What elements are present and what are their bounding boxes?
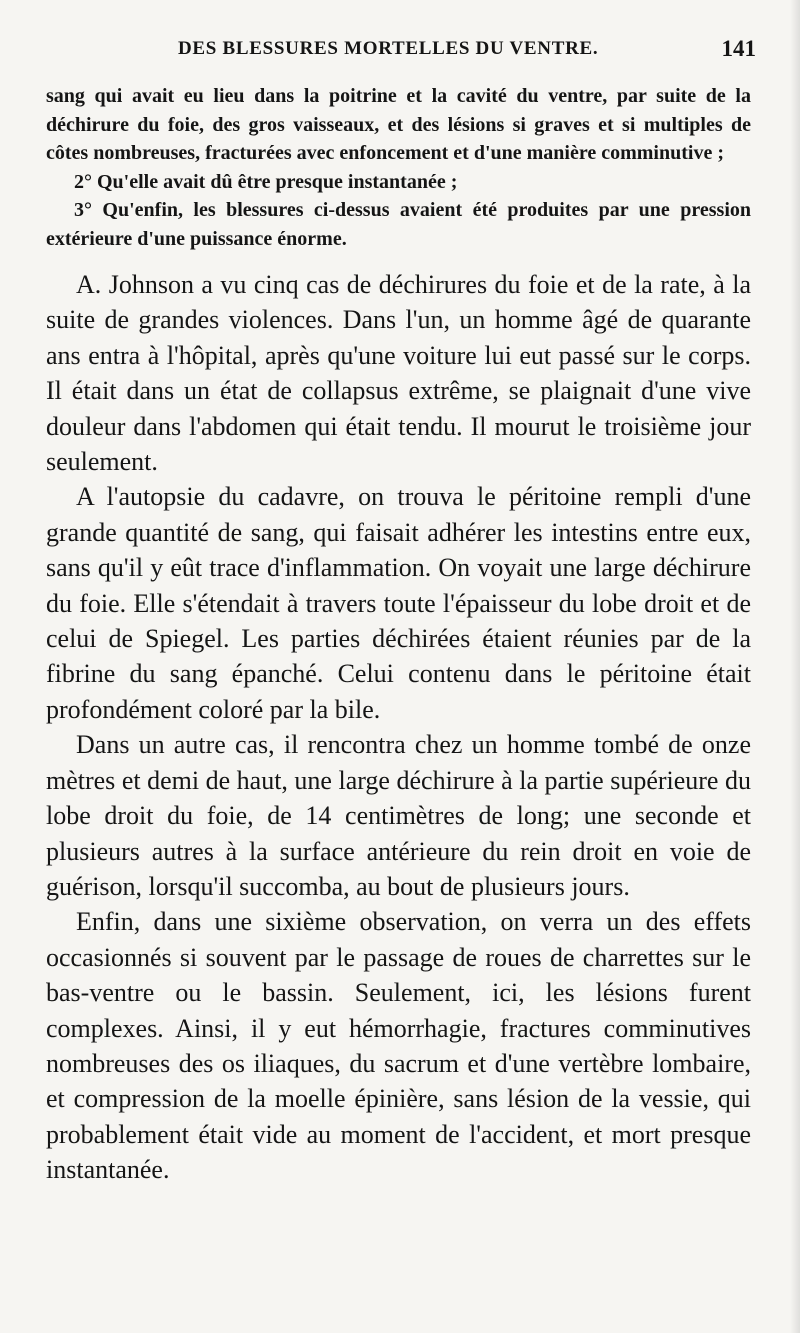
paragraph-continuation: sang qui avait eu lieu dans la poitrine et la cavité du ventre, par suite de la déchirure du foie, des gros vaisseaux, et des lésions si graves et si multiples de côtes nombreuses, fracturées avec enfoncement et d'une manière comminutive ; <box>46 85 751 164</box>
paragraph-sixieme-observation: Enfin, dans une sixième observation, on verra un des effets occasionnés si souvent par le passage de roues de charrettes sur le bas-ventre ou le bassin. Seulement, ici, les lésions furent complexes. Ainsi, il y eut hémorrhagie, fractures comminutives nombreuses des os iliaques, du sacrum et d'une vertèbre lombaire, et compression de la moelle épinière, sans lésion de la vessie, qui probablement était vide au moment de l'accident, et mort presque instantanée. <box>46 907 751 1185</box>
paragraph-conclusion-2: 2° Qu'elle avait dû être presque instantanée ; <box>74 170 458 193</box>
running-title: DES BLESSURES MORTELLES DU VENTRE. <box>178 38 599 59</box>
page-body <box>46 82 751 1188</box>
page-header <box>178 38 756 70</box>
paragraph-autopsie: A l'autopsie du cadavre, on trouva le péritoine rempli d'une grande quantité de sang, qui faisait adhérer les intestins entre eux, sans qu'il y eût trace d'inflammation. On voyait une large déchirure du foie. Elle s'étendait à travers toute l'épaisseur du lobe droit et de celui de Spiegel. Les parties déchirées étaient réunies par de la fibrine du sang épanché. Celui contenu dans le péritoine était profondément coloré par la bile. <box>46 482 751 724</box>
paragraph-johnson: A. Johnson a vu cinq cas de déchirures du foie et de la rate, à la suite de grandes violences. Dans l'un, un homme âgé de quarante ans entra à l'hôpital, après qu'une voiture lui eut passé sur le corps. Il était dans un état de collapsus extrême, se plaignait d'une vive douleur dans l'abdomen qui était tendu. Il mourut le troisième jour seulement. <box>46 270 751 477</box>
page-number: 141 <box>721 36 756 61</box>
paragraph-autre-cas: Dans un autre cas, il rencontra chez un homme tombé de onze mètres et demi de haut, une large déchirure à la partie supérieure du lobe droit du foie, de 14 centimètres de long; une seconde et plusieurs autres à la surface antérieure du rein droit en voie de guérison, lorsqu'il succomba, au bout de plusieurs jours. <box>46 730 751 901</box>
page-edge-shadow <box>790 0 800 1333</box>
paragraph-conclusion-3: 3° Qu'enfin, les blessures ci-dessus avaient été produites par une pression extérieure d'une puissance énorme. <box>46 199 751 250</box>
